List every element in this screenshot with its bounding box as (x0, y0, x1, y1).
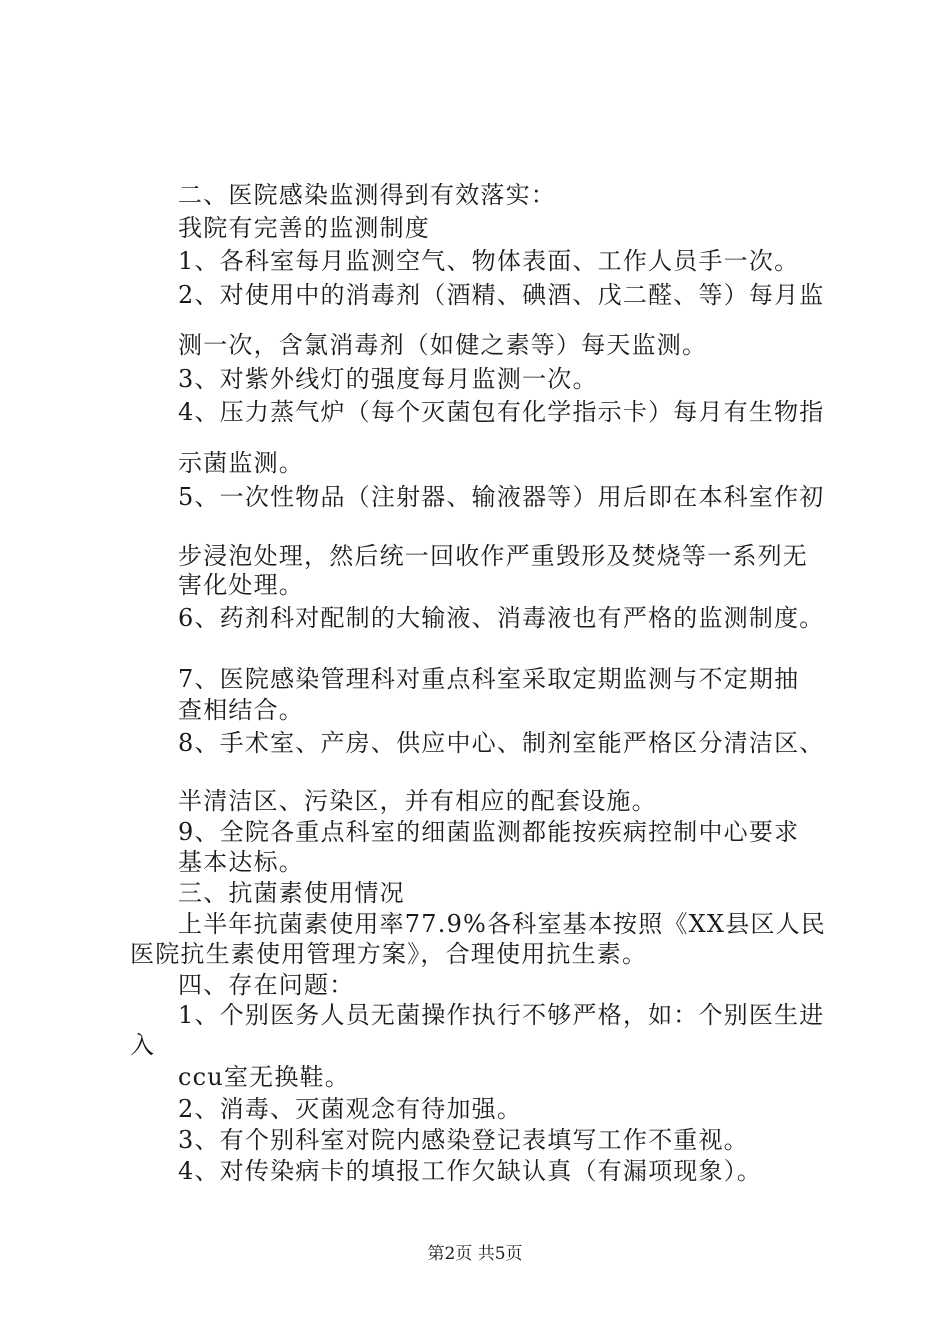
list-item: 1、个别医务人员无菌操作执行不够严格，如：个别医生进 (178, 1001, 825, 1029)
list-item-continuation: 步浸泡处理，然后统一回收作严重毁形及焚烧等一系列无 (178, 542, 808, 570)
list-item: 3、有个别科室对院内感染登记表填写工作不重视。 (178, 1126, 749, 1154)
list-item: 2、对使用中的消毒剂（酒精、碘酒、戊二醛、等）每月监 (178, 281, 825, 309)
list-item: 1、各科室每月监测空气、物体表面、工作人员手一次。 (178, 247, 800, 275)
list-item: 3、对紫外线灯的强度每月监测一次。 (178, 365, 598, 393)
paragraph-line: 上半年抗菌素使用率77.9%各科室基本按照《XX县区人民 (178, 910, 827, 938)
list-item: 2、消毒、灭菌观念有待加强。 (178, 1095, 523, 1123)
list-item-continuation: 基本达标。 (178, 848, 304, 876)
list-item-continuation: 测一次，含氯消毒剂（如健之素等）每天监测。 (178, 331, 708, 359)
section-heading-existing-problems: 四、存在问题： (178, 971, 355, 999)
list-item: 8、手术室、产房、供应中心、制剂室能严格区分清洁区、 (178, 729, 825, 757)
list-item: 4、压力蒸气炉（每个灭菌包有化学指示卡）每月有生物指 (178, 398, 825, 426)
list-item-continuation: 半清洁区、污染区，并有相应的配套设施。 (178, 787, 657, 815)
list-item-continuation: ccu室无换鞋。 (178, 1063, 350, 1091)
list-item-continuation: 查相结合。 (178, 696, 304, 724)
list-item-continuation: 入 (130, 1031, 156, 1059)
list-item: 9、全院各重点科室的细菌监测都能按疾病控制中心要求 (178, 818, 800, 846)
paragraph-line: 我院有完善的监测制度 (178, 214, 430, 242)
section-heading-antibiotic-usage: 三、抗菌素使用情况 (178, 879, 405, 907)
list-item: 5、一次性物品（注射器、输液器等）用后即在本科室作初 (178, 483, 825, 511)
section-heading-infection-monitoring: 二、医院感染监测得到有效落实： (178, 181, 556, 209)
list-item: 6、药剂科对配制的大输液、消毒液也有严格的监测制度。 (178, 604, 825, 632)
list-item-continuation: 示菌监测。 (178, 449, 304, 477)
page-number-footer: 第2页 共5页 (427, 1244, 523, 1264)
list-item: 7、医院感染管理科对重点科室采取定期监测与不定期抽 (178, 665, 800, 693)
paragraph-line: 医院抗生素使用管理方案》，合理使用抗生素。 (130, 940, 648, 968)
list-item-continuation: 害化处理。 (178, 571, 304, 599)
list-item: 4、对传染病卡的填报工作欠缺认真（有漏项现象）。 (178, 1157, 763, 1185)
